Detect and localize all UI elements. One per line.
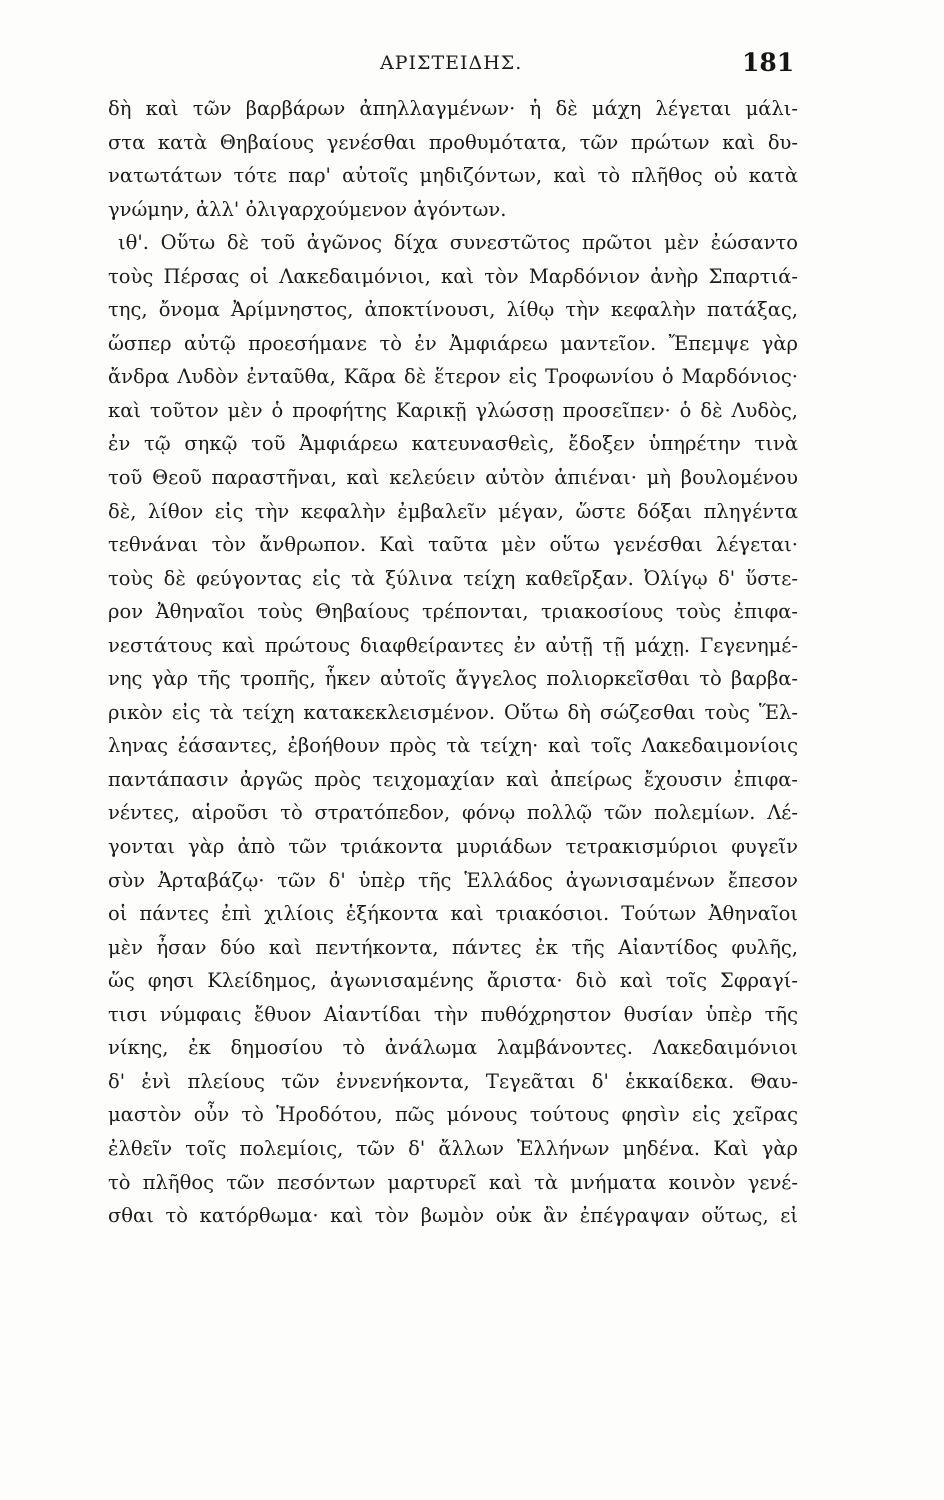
page-number: 181 bbox=[742, 48, 795, 77]
text-line: ρον Ἀθηναῖοι τοὺς Θηβαίους τρέπονται, τριακοσίους τοὺς ἐπιφα- bbox=[108, 600, 798, 624]
text-line: δὲ, λίθον εἰς τὴν κεφαλὴν ἐμβαλεῖν μέγαν, ὥστε δόξαι πληγέντα bbox=[108, 499, 798, 523]
text-line: τεθνάναι τὸν ἄνθρωπον. Καὶ ταῦτα μὲν οὕτω γενέσθαι λέγεται· bbox=[108, 533, 798, 557]
text-line: σθαι τὸ κατόρθωμα· καὶ τὸν βωμὸν οὐκ ἂν ἐπέγραψαν οὕτως, εἰ bbox=[108, 1204, 798, 1228]
text-line: τὸ πλῆθος τῶν πεσόντων μαρτυρεῖ καὶ τὰ μνήματα κοινὸν γενέ- bbox=[108, 1170, 798, 1194]
text-line: γνώμην, ἀλλ' ὀλιγαρχούμενον ἀγόντων. bbox=[108, 197, 507, 221]
text-line: μὲν ἦσαν δύο καὶ πεντήκοντα, πάντες ἐκ τῆς Αἰαντίδος φυλῆς, bbox=[108, 935, 798, 959]
text-line: τοὺς Πέρσας οἱ Λακεδαιμόνιοι, καὶ τὸν Μαρδόνιον ἀνὴρ Σπαρτιά- bbox=[108, 264, 798, 288]
text-line: μαστὸν οὖν τὸ Ἡροδότου, πῶς μόνους τούτους φησὶν εἰς χεῖρας bbox=[108, 1103, 798, 1127]
text-line: σὺν Ἀρταβάζῳ· τῶν δ' ὑπὲρ τῆς Ἑλλάδος ἀγωνισαμένων ἔπεσον bbox=[108, 868, 798, 892]
text-line: στα κατὰ Θηβαίους γενέσθαι προθυμότατα, τῶν πρώτων καὶ δυ- bbox=[108, 130, 798, 154]
text-line: ὥσπερ αὐτῷ προεσήμανε τὸ ἐν Ἀμφιάρεω μαντεῖον. Ἔπεμψε γὰρ bbox=[108, 331, 798, 355]
text-line: παντάπασιν ἀργῶς πρὸς τειχομαχίαν καὶ ἀπείρως ἔχουσιν ἐπιφα- bbox=[108, 767, 798, 791]
text-line: γονται γὰρ ἀπὸ τῶν τριάκοντα μυριάδων τετρακισμύριοι φυγεῖν bbox=[108, 835, 798, 859]
text-line: ιθ'. Οὕτω δὲ τοῦ ἀγῶνος δίχα συνεστῶτος πρῶτοι μὲν ἐώσαντο bbox=[118, 231, 798, 255]
text-line: δ' ἑνὶ πλείους τῶν ἐννενήκοντα, Τεγεᾶται δ' ἑκκαίδεκα. Θαυ- bbox=[108, 1069, 798, 1093]
running-head: ΑΡΙΣΤΕΙΔΗΣ. bbox=[380, 52, 523, 74]
text-line: οἱ πάντες ἐπὶ χιλίοις ἑξήκοντα καὶ τριακόσιοι. Τούτων Ἀθηναῖοι bbox=[108, 902, 798, 926]
text-line: τοῦ Θεοῦ παραστῆναι, καὶ κελεύειν αὐτὸν ἀπιέναι· μὴ βουλομένου bbox=[108, 466, 798, 490]
text-line: ἐν τῷ σηκῷ τοῦ Ἀμφιάρεω κατευνασθεὶς, ἔδοξεν ὑπηρέτην τινὰ bbox=[108, 432, 798, 456]
text-line: τισι νύμφαις ἔθυον Αἰαντίδαι τὴν πυθόχρηστον θυσίαν ὑπὲρ τῆς bbox=[108, 1002, 798, 1026]
text-line: νης γὰρ τῆς τροπῆς, ἧκεν αὐτοῖς ἄγγελος πολιορκεῖσθαι τὸ βαρβα- bbox=[108, 667, 798, 691]
text-line: νέντες, αἱροῦσι τὸ στρατόπεδον, φόνῳ πολλῷ τῶν πολεμίων. Λέ- bbox=[108, 801, 798, 825]
text-line: ἄνδρα Λυδὸν ἐνταῦθα, Κᾶρα δὲ ἕτερον εἰς Τροφωνίου ὁ Μαρδόνιος· bbox=[108, 365, 798, 389]
text-line: νίκης, ἐκ δημοσίου τὸ ἀνάλωμα λαμβάνοντες. Λακεδαιμόνιοι bbox=[108, 1036, 798, 1060]
text-line: νατωτάτων τότε παρ' αὐτοῖς μηδιζόντων, καὶ τὸ πλῆθος οὐ κατὰ bbox=[108, 164, 798, 188]
text-line: ληνας ἐάσαντες, ἐβοήθουν πρὸς τὰ τείχη· καὶ τοῖς Λακεδαιμονίοις bbox=[108, 734, 798, 758]
text-line: ρικὸν εἰς τὰ τείχη κατακεκλεισμένον. Οὕτω δὴ σώζεσθαι τοὺς Ἕλ- bbox=[108, 700, 798, 724]
text-line: νεστάτους καὶ πρώτους διαφθείραντες ἐν αὐτῇ τῇ μάχῃ. Γεγενημέ- bbox=[108, 633, 798, 657]
text-line: ἐλθεῖν τοῖς πολεμίοις, τῶν δ' ἄλλων Ἑλλήνων μηδένα. Καὶ γὰρ bbox=[108, 1136, 798, 1160]
text-line: τοὺς δὲ φεύγοντας εἰς τὰ ξύλινα τείχη καθεῖρξαν. Ὀλίγῳ δ' ὕστε- bbox=[108, 566, 798, 590]
text-line: καὶ τοῦτον μὲν ὁ προφήτης Καρικῇ γλώσσῃ προσεῖπεν· ὁ δὲ Λυδὸς, bbox=[108, 398, 798, 422]
body-text bbox=[108, 92, 798, 1233]
text-line: δὴ καὶ τῶν βαρβάρων ἀπηλλαγμένων· ἡ δὲ μάχη λέγεται μάλι- bbox=[108, 97, 798, 120]
text-line: της, ὄνομα Ἀρίμνηστος, ἀποκτίνουσι, λίθῳ τὴν κεφαλὴν πατάξας, bbox=[108, 298, 798, 322]
text-line: ὥς φησι Κλείδημος, ἀγωνισαμένης ἄριστα· διὸ καὶ τοῖς Σφραγί- bbox=[108, 969, 798, 993]
